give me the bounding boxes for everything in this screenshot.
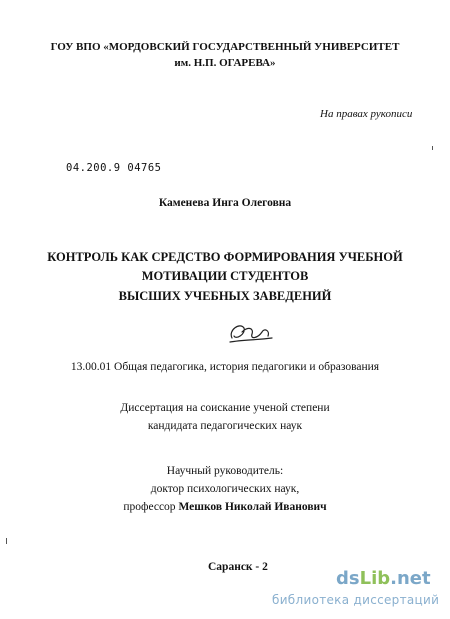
city-year: Саранск - 2 xyxy=(208,561,268,573)
institution-line-2: им. Н.П. ОГАРЕВА» xyxy=(174,57,276,69)
title-line-3: ВЫСШИХ УЧЕБНЫХ ЗАВЕДЕНИЙ xyxy=(118,289,332,303)
dslib-logo xyxy=(336,568,431,589)
supervisor-name: Мешков Николай Иванович xyxy=(178,501,327,513)
registration-code: 04.200.9 04765 xyxy=(66,162,162,174)
author-name: Каменева Инга Олеговна xyxy=(158,197,292,209)
supervisor-line xyxy=(0,500,450,514)
rights-note: На правах рукописи xyxy=(320,108,413,120)
handwritten-signature xyxy=(226,318,276,348)
watermark-subtitle: библиотека диссертаций xyxy=(272,593,440,607)
degree-line-2: кандидата педагогических наук xyxy=(147,420,303,432)
title-line-2: МОТИВАЦИИ СТУДЕНТОВ xyxy=(141,269,309,283)
scan-mark xyxy=(432,146,433,150)
supervisor-title: профессор xyxy=(123,501,176,513)
logo-part-lib: Lib xyxy=(359,568,391,589)
scan-mark-left xyxy=(6,538,7,544)
logo-part-net: .net xyxy=(390,568,431,589)
degree-line-1: Диссертация на соискание ученой степени xyxy=(120,402,330,414)
institution-line-1: ГОУ ВПО «МОРДОВСКИЙ ГОСУДАРСТВЕННЫЙ УНИВЕРСИТЕТ xyxy=(50,41,400,53)
specialty: 13.00.01 Общая педагогика, история педагогики и образования xyxy=(70,361,380,373)
logo-part-ds: ds xyxy=(336,568,360,589)
title-line-1: КОНТРОЛЬ КАК СРЕДСТВО ФОРМИРОВАНИЯ УЧЕБНОЙ xyxy=(47,250,403,264)
supervisor-degree: доктор психологических наук, xyxy=(150,483,300,495)
supervisor-label: Научный руководитель: xyxy=(166,465,284,477)
